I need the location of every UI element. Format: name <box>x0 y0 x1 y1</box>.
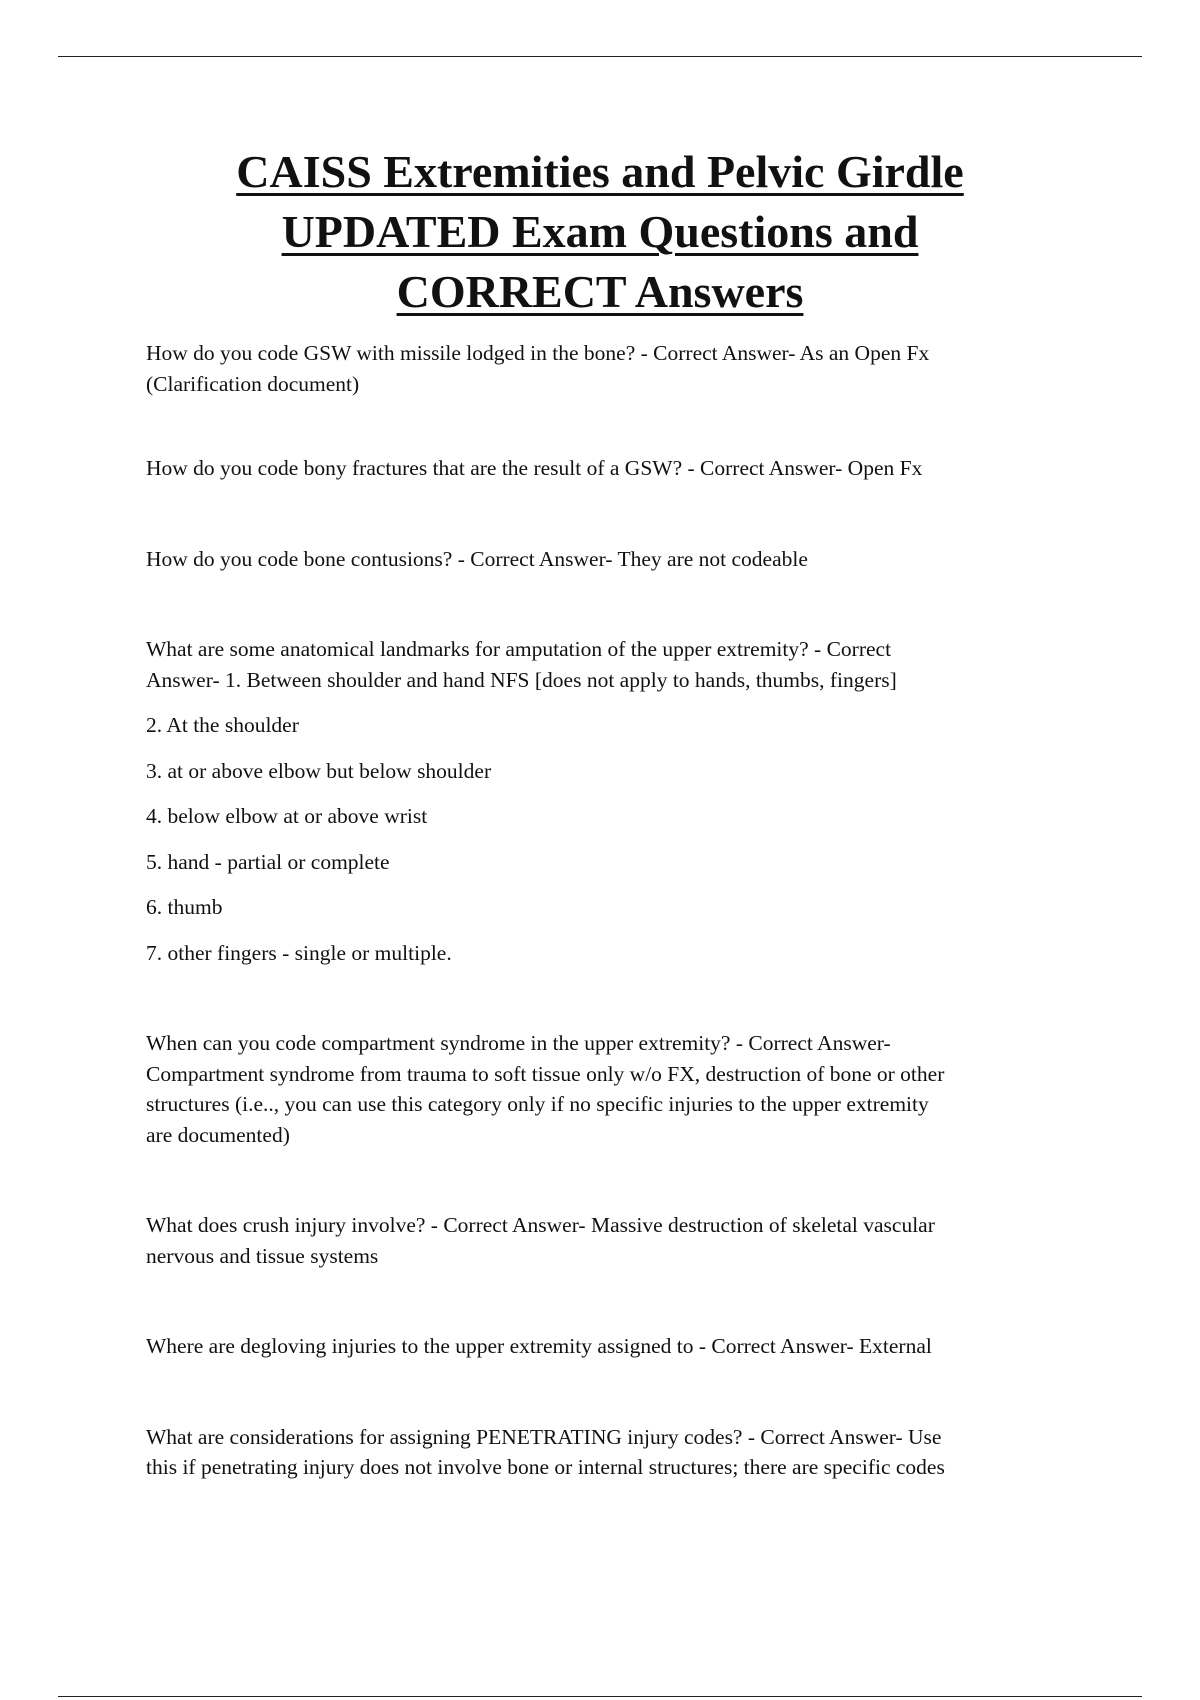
title-line: CORRECT Answers <box>396 266 804 317</box>
qa-item <box>146 338 1066 399</box>
qa-text-line: Compartment syndrome from trauma to soft tissue only w/o FX, destruction of bone or other <box>146 1061 945 1086</box>
qa-text-line: Answer- 1. Between shoulder and hand NFS [does not apply to hands, thumbs, fingers] <box>146 667 897 692</box>
list-item: 6. thumb <box>146 895 223 919</box>
title-line: UPDATED Exam Questions and <box>281 206 919 257</box>
qa-item <box>146 544 1066 575</box>
qa-text-line: this if penetrating injury does not involve bone or internal structures; there are specific codes <box>146 1455 945 1479</box>
qa-item <box>146 1422 1066 1483</box>
list-item: 3. at or above elbow but below shoulder <box>146 758 492 783</box>
qa-item <box>146 1210 1066 1271</box>
list-item: 5. hand - partial or complete <box>146 849 390 874</box>
qa-text-line: What does crush injury involve? - Correct Answer- Massive destruction of skeletal vascular <box>146 1213 935 1237</box>
document-title <box>100 142 1100 322</box>
qa-text-line: How do you code bone contusions? - Correct Answer- They are not codeable <box>146 546 808 571</box>
qa-text-line: What are some anatomical landmarks for amputation of the upper extremity? - Correct <box>146 637 892 661</box>
qa-item <box>146 453 1066 484</box>
top-rule <box>58 56 1142 57</box>
qa-list <box>146 338 1066 1483</box>
qa-text-line: structures (i.e.., you can use this category only if no specific injuries to the upper extremity <box>146 1092 929 1116</box>
title-line: CAISS Extremities and Pelvic Girdle <box>236 146 964 197</box>
qa-text-line: When can you code compartment syndrome in the upper extremity? - Correct Answer- <box>146 1031 891 1055</box>
qa-text-line: How do you code bony fractures that are the result of a GSW? - Correct Answer- Open Fx <box>146 456 923 480</box>
qa-text-line: are documented) <box>146 1122 290 1147</box>
qa-text-line: Where are degloving injuries to the upper extremity assigned to - Correct Answer- External <box>146 1334 932 1358</box>
qa-item <box>146 1331 1066 1362</box>
list-item: 2. At the shoulder <box>146 713 299 737</box>
qa-text-line: (Clarification document) <box>146 371 360 396</box>
qa-item <box>146 1028 1066 1150</box>
list-item: 4. below elbow at or above wrist <box>146 804 428 828</box>
qa-item <box>146 634 1066 968</box>
qa-text-line: nervous and tissue systems <box>146 1243 379 1268</box>
qa-text-line: How do you code GSW with missile lodged in the bone? - Correct Answer- As an Open Fx <box>146 341 930 365</box>
list-item: 7. other fingers - single or multiple. <box>146 940 452 965</box>
qa-text-line: What are considerations for assigning PENETRATING injury codes? - Correct Answer- Use <box>146 1424 942 1449</box>
bottom-rule <box>58 1696 1142 1697</box>
